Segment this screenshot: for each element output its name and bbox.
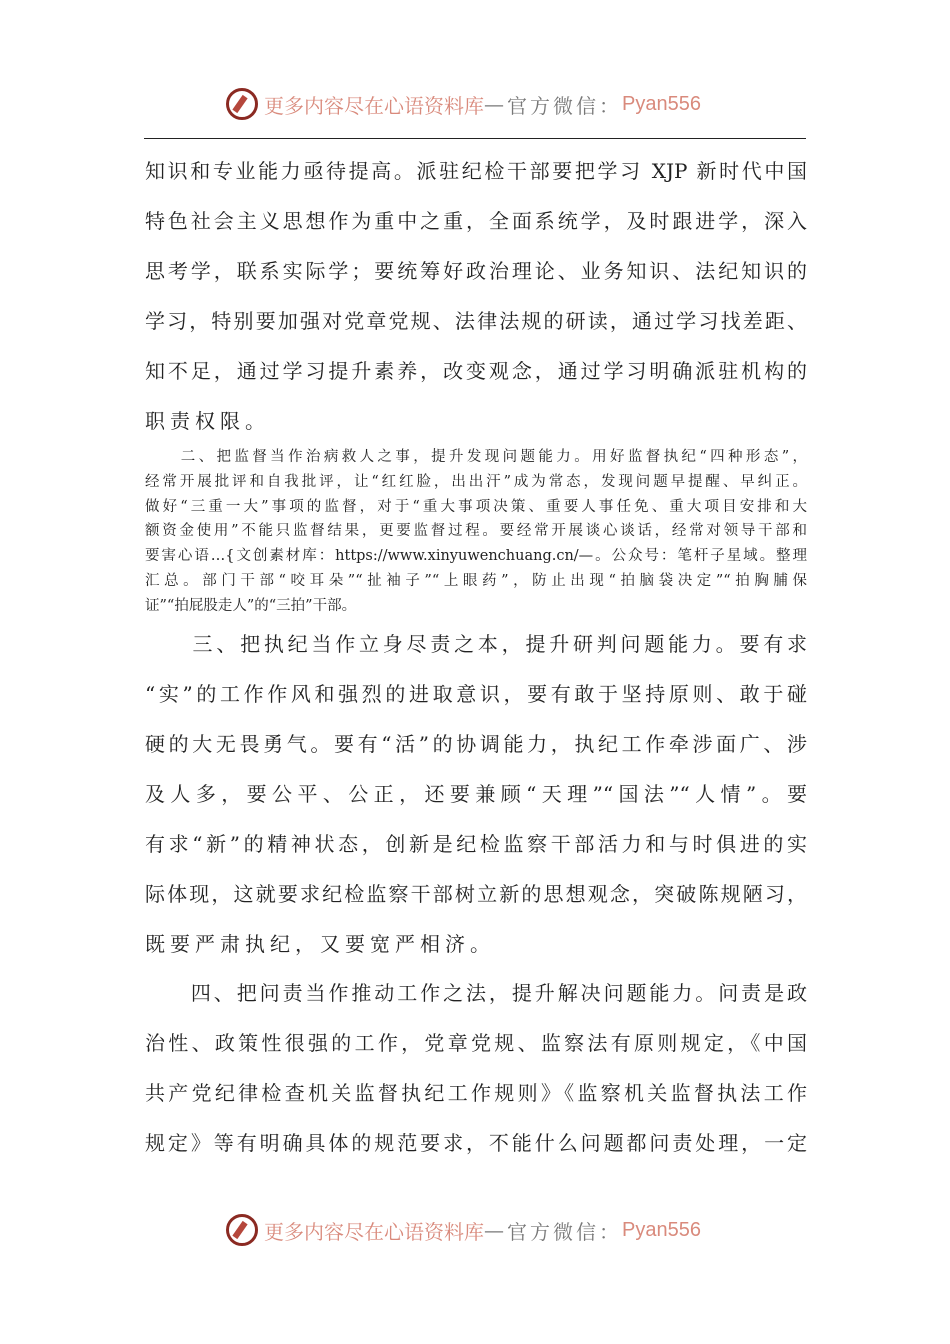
watermark-id: Pyan556 <box>622 92 701 115</box>
footer-watermark <box>226 1212 726 1248</box>
text-line: 际体现，这就要求纪检监察干部树立新的思想观念，突破陈规陋习， <box>145 882 807 906</box>
text-line: 既要严肃执纪，又要宽严相济。 <box>145 932 495 956</box>
watermark-sep: — <box>484 92 507 116</box>
text-line: 知识和专业能力亟待提高。派驻纪检干部要把学习 XJP 新时代中国 <box>145 159 807 183</box>
text-line: 额资金使用”不能只监督结果，更要监督过程。要经常开展谈心谈话，经常对领导干部和 <box>145 523 807 540</box>
text-line: 及人多，要公平、公正，还要兼顾“天理”“国法”“人情”。要 <box>145 782 807 806</box>
pen-logo-icon <box>226 88 258 120</box>
text-line: “实”的工作作风和强烈的进取意识，要有敢于坚持原则、敢于碰 <box>145 682 807 706</box>
header-rule <box>144 138 806 139</box>
pen-logo-icon <box>226 1214 258 1246</box>
watermark-site: 更多内容尽在心语资料库 <box>264 93 484 118</box>
text-line: 做好“三重一大”事项的监督，对于“重大事项决策、重要人事任免、重大项目安排和大 <box>145 498 807 515</box>
header-watermark <box>226 86 726 122</box>
text-line: 汇总。部门干部“咬耳朵”“扯袖子”“上眼药”，防止出现“拍脑袋决定”“拍胸脯保 <box>145 573 807 589</box>
text-line: 职责权限。 <box>145 409 270 433</box>
text-line: 二、把监督当作治病救人之事，提升发现问题能力。用好监督执纪“四种形态”， <box>145 449 807 465</box>
watermark-id: Pyan556 <box>622 1218 701 1241</box>
text-line: 四、把问责当作推动工作之法，提升解决问题能力。问责是政 <box>145 981 807 1005</box>
text-line: 学习，特别要加强对党章党规、法律法规的研读，通过学习找差距、 <box>145 309 807 333</box>
text-line: 共产党纪律检查机关监督执纪工作规则》《监察机关监督执法工作 <box>145 1081 807 1105</box>
text-line: 经常开展批评和自我批评，让“红红脸，出出汗”成为常态，发现问题早提醒、早纠正。 <box>145 473 807 490</box>
watermark-label: 官方微信： <box>507 1219 622 1244</box>
watermark-sep: — <box>484 1218 507 1242</box>
text-line: 规定》等有明确具体的规范要求，不能什么问题都问责处理，一定 <box>145 1131 807 1155</box>
text-line: 证”“拍屁股走人”的“三拍”干部。 <box>145 597 357 614</box>
text-line: 特色社会主义思想作为重中之重，全面系统学，及时跟进学，深入 <box>145 209 807 233</box>
watermark-site: 更多内容尽在心语资料库 <box>264 1219 484 1244</box>
text-line: 有求“新”的精神状态，创新是纪检监察干部活力和与时俱进的实 <box>145 832 807 856</box>
text-line: 治性、政策性很强的工作，党章党规、监察法有原则规定，《中国 <box>145 1031 807 1055</box>
text-line: 要害心语…{文创素材库：https://www.xinyuwenchuang.cn/—。公众号：笔杆子星域。整理 <box>145 548 807 565</box>
text-line: 三、把执纪当作立身尽责之本，提升研判问题能力。要有求 <box>145 632 807 656</box>
text-line: 知不足，通过学习提升素养，改变观念，通过学习明确派驻机构的 <box>145 359 807 383</box>
watermark-label: 官方微信： <box>507 93 622 118</box>
text-line: 思考学，联系实际学；要统筹好政治理论、业务知识、法纪知识的 <box>145 259 807 283</box>
text-line: 硬的大无畏勇气。要有“活”的协调能力，执纪工作牵涉面广、涉 <box>145 732 807 756</box>
